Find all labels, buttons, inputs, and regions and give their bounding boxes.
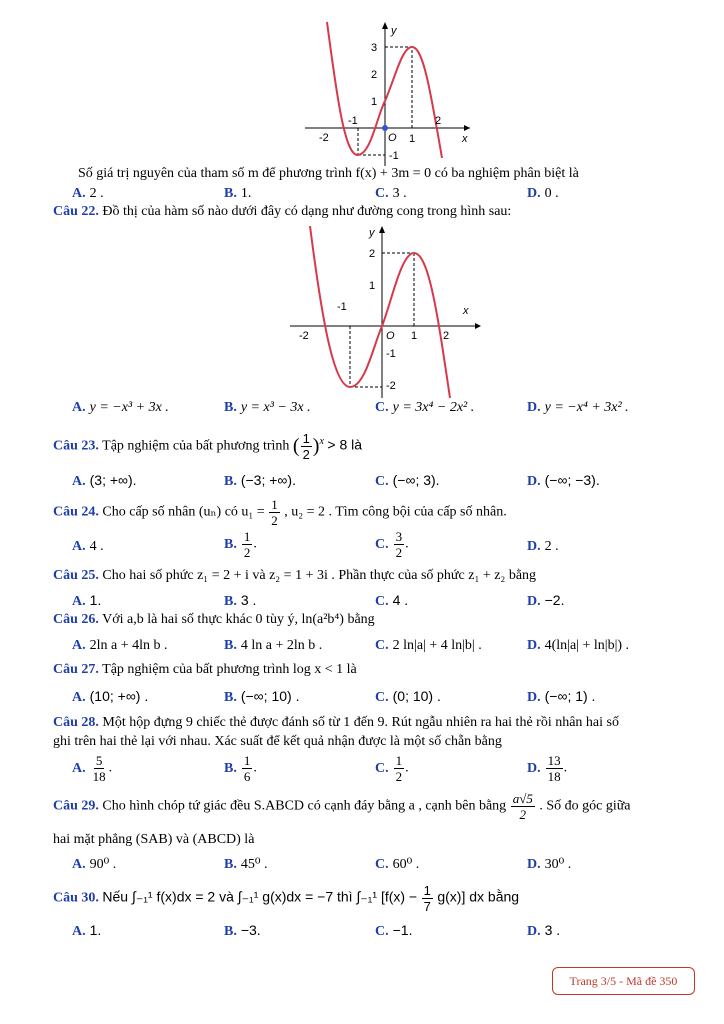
graph1-y-tick: 1 <box>371 96 378 108</box>
q24-option-b: B. $\frac{1}{2}$ . <box>224 529 257 560</box>
q26-option-b: B. 4 ln a + 2ln b . <box>224 638 323 653</box>
q26-option-a: A. 2ln a + 4ln b . <box>72 638 168 653</box>
q22-stem: Câu 22. Đồ thị của hàm số nào dưới đây có dạng như đường cong trong hình sau: <box>53 204 512 219</box>
graph1-x-tick: 2 <box>435 115 442 127</box>
graph1-x-tick: -1 <box>348 115 358 127</box>
q23-option-c: C. (−∞; 3). <box>375 472 440 489</box>
q25-option-d: D. −2. <box>527 592 565 609</box>
graph2-tick: -1 <box>386 348 396 360</box>
q28-option-b: B. $\frac{1}{6}$ . <box>224 753 257 784</box>
q23-option-d: D. (−∞; −3). <box>527 472 600 489</box>
q24-stem: Câu 24. Cho cấp số nhân (uₙ) có u₁ = $\frac{1}{2}$ , u₂ = 2 . Tìm công bội của cấp số nhân. <box>53 497 507 528</box>
q22-option-c: C. y = 3x⁴ − 2x² . <box>375 400 475 415</box>
q24-option-d: D. 2 . <box>527 539 559 554</box>
q28-option-a: A. $\frac{5}{18}$ . <box>72 753 113 784</box>
q21-option-b: B. 1. <box>224 186 252 201</box>
q28-option-c: C. $\frac{1}{2}$ . <box>375 753 409 784</box>
q24-option-c: C. $\frac{3}{2}$ . <box>375 529 409 560</box>
q27-option-b: B. (−∞; 10) . <box>224 688 300 705</box>
graph2-tick: -2 <box>386 380 396 392</box>
q23-option-a: A. (3; +∞). <box>72 472 137 489</box>
q21-option-d: D. 0 . <box>527 186 559 201</box>
q30-option-a: A. 1. <box>72 922 102 939</box>
graph1-x-tick: -2 <box>319 132 329 144</box>
q30-stem: Câu 30. Nếu ∫₋₁¹ f(x)dx = 2 và ∫₋₁¹ g(x)dx = −7 thì ∫₋₁¹ [f(x) − $\frac{1}{7}$ g(x)] dx bằng <box>53 883 520 914</box>
graph2-tick: 1 <box>411 330 418 342</box>
q22-option-d: D. y = −x⁴ + 3x² . <box>527 400 629 415</box>
graph2-origin: O <box>386 330 395 342</box>
graph1-y-tick: -1 <box>389 150 399 162</box>
graph2-tick: 2 <box>369 248 376 260</box>
q30-option-b: B. −3. <box>224 922 261 939</box>
graph2-y-label: y <box>369 227 375 239</box>
q30-option-c: C. −1. <box>375 922 413 939</box>
q27-option-c: C. (0; 10) . <box>375 688 441 705</box>
graph2-tick: 1 <box>369 280 376 292</box>
graph2-tick: -1 <box>337 301 347 313</box>
graph-2 <box>285 222 485 400</box>
q29-stem-line1: Câu 29. Cho hình chóp tứ giác đều S.ABCD có cạnh đáy bằng a , cạnh bên bằng $\frac{a√5}{2}$ . Số đo góc giữa <box>53 791 631 822</box>
q22-option-a: A. y = −x³ + 3x . <box>72 400 169 415</box>
q29-option-c: C. 60⁰ . <box>375 857 420 872</box>
page-footer: Trang 3/5 - Mã đề 350 <box>552 967 695 995</box>
q23-option-b: B. (−3; +∞). <box>224 472 296 489</box>
graph1-y-tick: 3 <box>371 42 378 54</box>
q29-option-a: A. 90⁰ . <box>72 857 117 872</box>
q28-stem-line2: ghi trên hai thẻ lại với nhau. Xác suất để kết quả nhận được là một số chẵn bằng <box>53 734 502 749</box>
q27-option-a: A. (10; +∞) . <box>72 688 149 705</box>
q29-stem-line2: hai mặt phẳng (SAB) và (ABCD) là <box>53 832 255 847</box>
graph2-tick: 2 <box>443 330 450 342</box>
q26-stem: Câu 26. Với a,b là hai số thực khác 0 tùy ý, ln(a²b⁴) bằng <box>53 612 375 627</box>
q26-option-c: C. 2 ln|a| + 4 ln|b| . <box>375 638 482 653</box>
graph1-origin: O <box>388 132 397 144</box>
q21-option-a: A. 2 . <box>72 186 104 201</box>
q29-option-b: B. 45⁰ . <box>224 857 268 872</box>
q28-option-d: D. $\frac{13}{18}$ . <box>527 753 568 784</box>
q30-option-d: D. 3 . <box>527 922 561 939</box>
q23-stem: Câu 23. Tập nghiệm của bất phương trình ( $\frac{1}{2}$ )$^x$ > 8 là <box>53 431 363 462</box>
q26-option-d: D. 4(ln|a| + ln|b|) . <box>527 638 630 653</box>
graph1-x-label: x <box>462 133 468 145</box>
q25-option-b: B. 3 . <box>224 592 257 609</box>
q27-stem: Câu 27. Tập nghiệm của bất phương trình log x < 1 là <box>53 662 357 677</box>
graph2-tick: -2 <box>299 330 309 342</box>
q29-option-d: D. 30⁰ . <box>527 857 572 872</box>
q28-stem-line1: Câu 28. Một hộp đựng 9 chiếc thẻ được đánh số từ 1 đến 9. Rút ngẫu nhiên ra hai thẻ rồi nhân hai số <box>53 715 619 730</box>
graph1-y-label: y <box>391 25 397 37</box>
q27-option-d: D. (−∞; 1) . <box>527 688 596 705</box>
q21-stem: Số giá trị nguyên của tham số m để phương trình f(x) + 3m = 0 có ba nghiệm phân biệt là <box>78 166 579 181</box>
q25-option-a: A. 1. <box>72 592 102 609</box>
q25-stem: Câu 25. Cho hai số phức z₁ = 2 + i và z₂ = 1 + 3i . Phần thực của số phức z₁ + z₂ bằng <box>53 568 537 583</box>
q25-option-c: C. 4 . <box>375 592 409 609</box>
graph-1 <box>305 18 475 168</box>
graph1-y-tick: 2 <box>371 69 378 81</box>
q22-option-b: B. y = x³ − 3x . <box>224 400 311 415</box>
q24-option-a: A. 4 . <box>72 539 104 554</box>
graph1-x-tick: 1 <box>409 133 416 145</box>
q21-option-c: C. 3 . <box>375 186 407 201</box>
graph2-x-label: x <box>463 305 469 317</box>
